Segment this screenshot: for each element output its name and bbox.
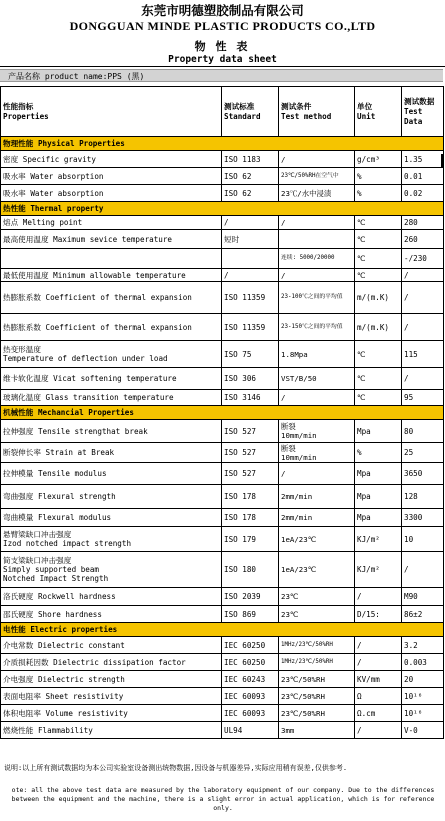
unit-cell: %: [355, 168, 402, 185]
section-title: 热性能 Thermal property: [1, 202, 444, 216]
method-cell: 23℃/50%RH: [279, 705, 355, 722]
unit-cell: ℃: [355, 216, 402, 230]
table-row: [1, 722, 444, 739]
table-row: [1, 249, 444, 269]
unit-cell: Mpa: [355, 509, 402, 527]
value-cell: /: [402, 314, 444, 341]
method-cell: VST/B/50: [279, 368, 355, 390]
standard-cell: /: [222, 216, 279, 230]
value-cell: 3.2: [402, 637, 444, 654]
table-row: [1, 230, 444, 249]
table-row: [1, 552, 444, 588]
table-row: [1, 314, 444, 341]
method-cell: 1eA/23℃: [279, 552, 355, 588]
standard-cell: UL94: [222, 722, 279, 739]
property-cell: 吸水率 Water absorption: [1, 168, 222, 185]
column-header-properties: 性能指标 Properties: [1, 87, 222, 137]
value-cell: /: [402, 269, 444, 282]
method-cell: 23℃/50%RH: [279, 671, 355, 688]
property-cell: 熔点 Melting point: [1, 216, 222, 230]
table-row: [1, 705, 444, 722]
method-cell: 2mm/min: [279, 485, 355, 509]
table-row: [1, 485, 444, 509]
table-row: [1, 688, 444, 705]
value-cell: 10: [402, 527, 444, 552]
standard-cell: IEC 60243: [222, 671, 279, 688]
value-cell: V-0: [402, 722, 444, 739]
value-cell: 86±2: [402, 606, 444, 623]
standard-cell: ISO 306: [222, 368, 279, 390]
property-cell: 热变形温度 Temperature of deflection under load: [1, 341, 222, 368]
value-cell: -/230: [402, 249, 444, 269]
property-cell: 介电常数 Dielectric constant: [1, 637, 222, 654]
unit-cell: KJ/m²: [355, 552, 402, 588]
unit-cell: ℃: [355, 390, 402, 406]
unit-cell: D/15:: [355, 606, 402, 623]
section-header-row: [1, 623, 444, 637]
property-cell: 拉伸强度 Tensile strengthat break: [1, 420, 222, 443]
property-cell: 燃烧性能 Flammability: [1, 722, 222, 739]
standard-cell: IEC 60250: [222, 654, 279, 671]
table-row: [1, 216, 444, 230]
standard-cell: ISO 178: [222, 485, 279, 509]
unit-cell: Mpa: [355, 463, 402, 485]
table-row: [1, 606, 444, 623]
unit-cell: /: [355, 637, 402, 654]
method-cell: 23-150℃之间的平均值: [279, 314, 355, 341]
standard-cell: ISO 178: [222, 509, 279, 527]
unit-cell: %: [355, 185, 402, 202]
method-cell: /: [279, 463, 355, 485]
property-cell: 断裂伸长率 Strain at Break: [1, 443, 222, 463]
property-cell: 热膨胀系数 Coefficient of thermal expansion: [1, 282, 222, 314]
method-cell: 23℃/50%RH: [279, 688, 355, 705]
column-header-standard: 测试标准 Standard: [222, 87, 279, 137]
unit-cell: g/cm³: [355, 151, 402, 168]
standard-cell: 短时: [222, 230, 279, 249]
table-header-row: [1, 87, 444, 137]
standard-cell: ISO 62: [222, 168, 279, 185]
value-cell: 280: [402, 216, 444, 230]
property-cell: 最高使用温度 Maximum sevice temperature: [1, 230, 222, 249]
property-cell: 介电强度 Dielectric strength: [1, 671, 222, 688]
value-cell: 10¹⁶: [402, 705, 444, 722]
table-row: [1, 443, 444, 463]
table-row: [1, 463, 444, 485]
table-row: [1, 654, 444, 671]
column-header-unit: 单位 Unit: [355, 87, 402, 137]
unit-cell: ℃: [355, 249, 402, 269]
standard-cell: /: [222, 269, 279, 282]
value-cell: 115: [402, 341, 444, 368]
method-cell: 23℃: [279, 606, 355, 623]
section-header-row: [1, 202, 444, 216]
header-divider: [0, 66, 445, 67]
value-cell: /: [402, 282, 444, 314]
standard-cell: ISO 1183: [222, 151, 279, 168]
method-cell: /: [279, 269, 355, 282]
property-cell: 悬臂梁缺口冲击强度 Izod notched impact strength: [1, 527, 222, 552]
property-cell: 吸水率 Water absorption: [1, 185, 222, 202]
property-cell: 表面电阻率 Sheet resistivity: [1, 688, 222, 705]
standard-cell: ISO 3146: [222, 390, 279, 406]
company-name-cn: 东莞市明德塑胶制品有限公司: [141, 3, 304, 18]
value-cell: 95: [402, 390, 444, 406]
property-cell: 体积电阻率 Volume resistivity: [1, 705, 222, 722]
method-cell: /: [279, 390, 355, 406]
method-cell: /: [279, 151, 355, 168]
column-header-method: 测试条件 Test method: [279, 87, 355, 137]
table-row: [1, 527, 444, 552]
table-row: [1, 509, 444, 527]
unit-cell: KJ/m²: [355, 527, 402, 552]
method-cell: 23-100℃之间的平均值: [279, 282, 355, 314]
unit-cell: Ω.cm: [355, 705, 402, 722]
standard-cell: [222, 249, 279, 269]
sheet-title-cn: 物 性 表: [194, 40, 251, 53]
unit-cell: KV/mm: [355, 671, 402, 688]
standard-cell: ISO 179: [222, 527, 279, 552]
value-cell: 3650: [402, 463, 444, 485]
standard-cell: ISO 11359: [222, 314, 279, 341]
value-cell: 3300: [402, 509, 444, 527]
property-table-wrapper: [0, 86, 444, 739]
method-cell: 2mm/min: [279, 509, 355, 527]
method-cell: 3mm: [279, 722, 355, 739]
value-cell: 10¹⁶: [402, 688, 444, 705]
standard-cell: ISO 527: [222, 443, 279, 463]
table-row: [1, 420, 444, 443]
property-table-body: [1, 87, 444, 739]
unit-cell: /: [355, 654, 402, 671]
value-cell: 1.35: [402, 151, 444, 168]
table-row: [1, 637, 444, 654]
table-row: [1, 151, 444, 168]
method-cell: 断裂 10mm/min: [279, 420, 355, 443]
table-row: [1, 368, 444, 390]
method-cell: [279, 230, 355, 249]
value-cell: 260: [402, 230, 444, 249]
table-row: [1, 168, 444, 185]
method-cell: 连续: 5000/20000: [279, 249, 355, 269]
value-cell: /: [402, 368, 444, 390]
standard-cell: ISO 75: [222, 341, 279, 368]
unit-cell: ℃: [355, 341, 402, 368]
unit-cell: /: [355, 722, 402, 739]
standard-cell: ISO 527: [222, 420, 279, 443]
table-row: [1, 282, 444, 314]
property-cell: 热膨胀系数 Coefficient of thermal expansion: [1, 314, 222, 341]
method-cell: 23℃/水中浸渍: [279, 185, 355, 202]
table-row: [1, 269, 444, 282]
unit-cell: ℃: [355, 368, 402, 390]
edge-mark: [441, 154, 444, 168]
property-cell: 简支梁缺口冲击强度 Simply supported beam Notched Impact Strength: [1, 552, 222, 588]
table-row: [1, 390, 444, 406]
method-cell: /: [279, 216, 355, 230]
section-header-row: [1, 406, 444, 420]
company-name-en: DONGGUAN MINDE PLASTIC PRODUCTS CO.,LTD: [69, 19, 376, 33]
footer-note-cn: 说明:以上所有测试数据均为本公司实验室设备测出统物数据,因设备与机器差异,实际应用稍有误差,仅供参考.: [4, 764, 348, 772]
property-cell: 密度 Specific gravity: [1, 151, 222, 168]
section-header-row: [1, 137, 444, 151]
property-cell: 弯曲模量 Flexural modulus: [1, 509, 222, 527]
standard-cell: IEC 60250: [222, 637, 279, 654]
unit-cell: Ω: [355, 688, 402, 705]
value-cell: 80: [402, 420, 444, 443]
unit-cell: ℃: [355, 230, 402, 249]
property-cell: 介质损耗因数 Dielectric dissipation factor: [1, 654, 222, 671]
table-row: [1, 185, 444, 202]
property-cell: 玻璃化温度 Glass transition temperature: [1, 390, 222, 406]
footer-note-en: ote: all the above test data are measured by the laboratory equipment of our company. Due to the differences between the equipment and the machine, there is a slight error in actual application, which is for reference only.: [11, 786, 435, 812]
standard-cell: ISO 869: [222, 606, 279, 623]
property-cell: 最低使用温度 Minimum allowable temperature: [1, 269, 222, 282]
value-cell: 20: [402, 671, 444, 688]
standard-cell: ISO 11359: [222, 282, 279, 314]
unit-cell: m/(m.K): [355, 314, 402, 341]
method-cell: 23℃: [279, 588, 355, 606]
standard-cell: ISO 180: [222, 552, 279, 588]
unit-cell: Mpa: [355, 420, 402, 443]
property-cell: 邵氏硬度 Shore hardness: [1, 606, 222, 623]
property-cell: 弯曲强度 Flexural strength: [1, 485, 222, 509]
standard-cell: IEC 60093: [222, 705, 279, 722]
section-title: 电性能 Electric properties: [1, 623, 444, 637]
sheet-title-en: Property data sheet: [168, 54, 277, 65]
unit-cell: Mpa: [355, 485, 402, 509]
standard-cell: ISO 527: [222, 463, 279, 485]
value-cell: 0.01: [402, 168, 444, 185]
table-row: [1, 588, 444, 606]
property-cell: 维卡软化温度 Vicat softening temperature: [1, 368, 222, 390]
method-cell: 断裂 10mm/min: [279, 443, 355, 463]
standard-cell: ISO 62: [222, 185, 279, 202]
unit-cell: /: [355, 588, 402, 606]
standard-cell: IEC 60093: [222, 688, 279, 705]
property-table: [0, 86, 444, 739]
property-cell: 洛氏硬度 Rockwell hardness: [1, 588, 222, 606]
value-cell: 128: [402, 485, 444, 509]
value-cell: 0.02: [402, 185, 444, 202]
unit-cell: ℃: [355, 269, 402, 282]
product-name-bar: 产品名称 product name:PPS (黑): [0, 69, 443, 82]
section-title: 机械性能 Mechancial Properties: [1, 406, 444, 420]
method-cell: 1eA/23℃: [279, 527, 355, 552]
value-cell: M90: [402, 588, 444, 606]
section-title: 物理性能 Physical Properties: [1, 137, 444, 151]
value-cell: /: [402, 552, 444, 588]
method-cell: 1MHz/23℃/50%RH: [279, 637, 355, 654]
standard-cell: ISO 2039: [222, 588, 279, 606]
value-cell: 25: [402, 443, 444, 463]
unit-cell: m/(m.K): [355, 282, 402, 314]
table-row: [1, 671, 444, 688]
method-cell: 23℃/50%RH在空气中: [279, 168, 355, 185]
method-cell: 1MHz/23℃/50%RH: [279, 654, 355, 671]
table-row: [1, 341, 444, 368]
property-cell: 拉伸模量 Tensile modulus: [1, 463, 222, 485]
property-cell: [1, 249, 222, 269]
value-cell: 0.003: [402, 654, 444, 671]
method-cell: 1.8Mpa: [279, 341, 355, 368]
unit-cell: %: [355, 443, 402, 463]
column-header-data: 测试数据 Test Data: [402, 87, 444, 137]
